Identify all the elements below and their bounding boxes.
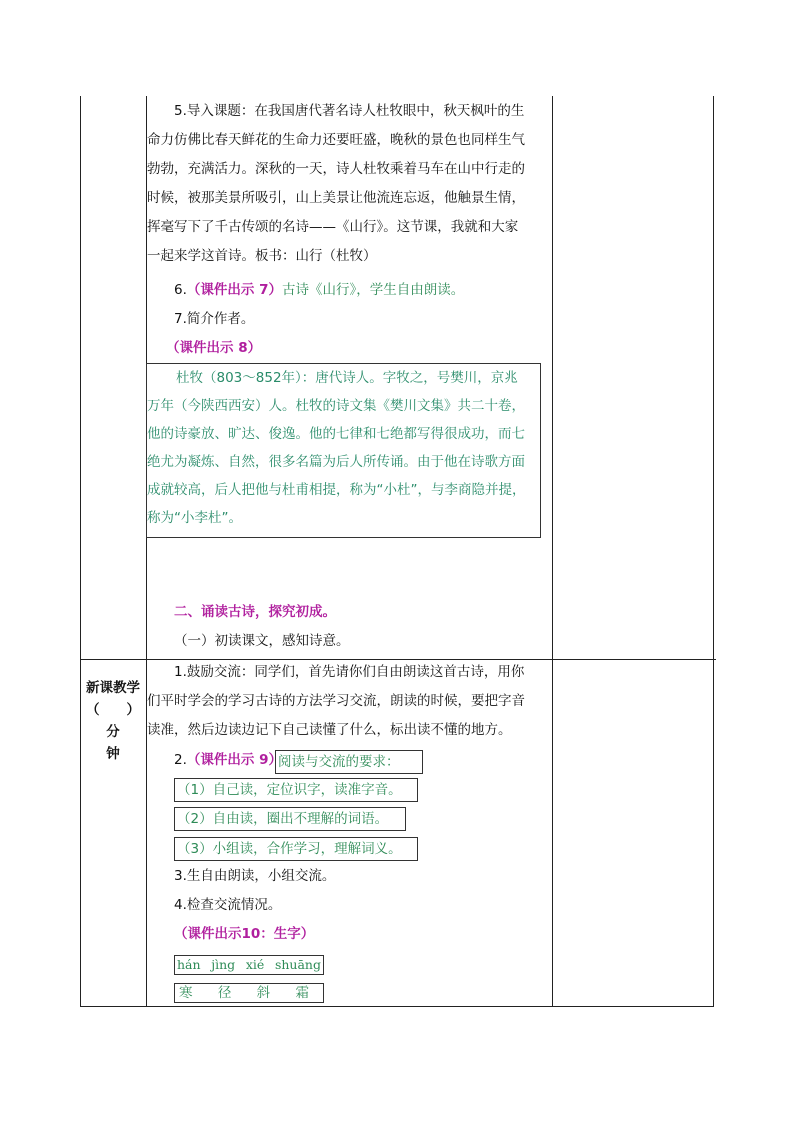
item-7: 7.简介作者。 xyxy=(174,311,255,327)
intro-line: 挥毫写下了千古传颂的名诗——《山行》。这节课，我就和大家 xyxy=(147,219,519,235)
character-item: 斜 xyxy=(256,985,271,1001)
section-heading: 二、诵读古诗，探究初成。 xyxy=(174,604,336,620)
author-bio-line: 万年（今陕西西安）人。杜牧的诗文集《樊川文集》共二十卷， xyxy=(147,398,525,414)
intro-line: 时候，被那美景所吸引，山上美景让他流连忘返，他触景生情， xyxy=(147,190,525,206)
item-2 xyxy=(174,746,282,775)
item-2-num: 2. xyxy=(174,752,187,768)
pinyin-item: jìng xyxy=(211,957,236,972)
requirement-step-3: （3）小组读，合作学习，理解词义。 xyxy=(174,837,418,861)
intro-line: 勃勃，充满活力。深秋的一天，诗人杜牧乘着马车在山中行走的 xyxy=(147,161,525,177)
author-bio-line: 称为“小李杜”。 xyxy=(147,510,242,526)
intro-line: 一起来学这首诗。板书：山行（杜牧） xyxy=(147,248,377,264)
sidebar-label xyxy=(80,677,146,765)
item-3: 3.生自由朗读，小组交流。 xyxy=(174,868,336,884)
item-4: 4.检查交流情况。 xyxy=(174,897,282,913)
author-bio-line: 绝尤为凝炼、自然，很多名篇为后人所传诵。由于他在诗歌方面 xyxy=(147,454,525,470)
slide-tag-7: （课件出示 7） xyxy=(186,282,282,298)
item-1-line: 读准，然后边读边记下自己读懂了什么，标出读不懂的地方。 xyxy=(147,722,512,738)
table-right-border xyxy=(713,96,714,1007)
pinyin-item: shuāng xyxy=(274,957,321,972)
slide-tag-9: （课件出示 9） xyxy=(186,752,282,768)
slide-tag-8: （课件出示 8） xyxy=(166,340,262,356)
item-1-line: 们平时学会的学习古诗的方法学习交流，朗读的时候，要把字音 xyxy=(147,693,525,709)
author-bio-line: 成就较高，后人把他与杜甫相提，称为“小杜”，与李商隐并提， xyxy=(147,482,526,498)
intro-line: 命力仿佛比春天鲜花的生命力还要旺盛，晚秋的景色也同样生气 xyxy=(147,132,525,148)
characters-box xyxy=(174,983,324,1003)
item-6-num: 6. xyxy=(174,282,187,298)
pinyin-item: xié xyxy=(245,957,265,972)
requirement-step-2: （2）自由读，圈出不理解的词语。 xyxy=(174,807,406,831)
sidebar-line: 新课教学 xyxy=(86,680,140,696)
slide-tag-10: （课件出示10：生字） xyxy=(174,926,315,942)
pinyin-box xyxy=(174,955,324,975)
intro-line: 5.导入课题：在我国唐代著名诗人杜牧眼中，秋天枫叶的生 xyxy=(174,103,525,119)
requirement-step-1: （1）自己读，定位识字，读准字音。 xyxy=(174,778,418,802)
character-item: 径 xyxy=(217,985,232,1001)
item-6-text: 古诗《山行》，学生自由朗读。 xyxy=(281,282,465,298)
reading-requirements-box: 阅读与交流的要求： xyxy=(275,750,423,774)
table-col-divider-right xyxy=(552,96,553,1007)
character-item: 霜 xyxy=(295,985,309,1001)
item-6 xyxy=(174,276,464,305)
section-subheading: （一）初读课文，感知诗意。 xyxy=(174,633,350,649)
pinyin-item: hán xyxy=(177,957,201,972)
table-bottom-border xyxy=(80,1006,714,1007)
author-bio-line: 杜牧（803～852年）：唐代诗人。字牧之，号樊川，京兆 xyxy=(176,370,518,386)
sidebar-line: （ ）分 xyxy=(86,702,140,740)
author-bio-line: 他的诗豪放、旷达、俊逸。他的七律和七绝都写得很成功，而七 xyxy=(147,426,525,442)
character-item: 寒 xyxy=(179,985,193,1001)
sidebar-line: 钟 xyxy=(106,746,120,762)
table-left-border xyxy=(80,96,81,1007)
item-1-line: 1.鼓励交流：同学们，首先请你们自由朗读这首古诗，用你 xyxy=(174,664,525,680)
